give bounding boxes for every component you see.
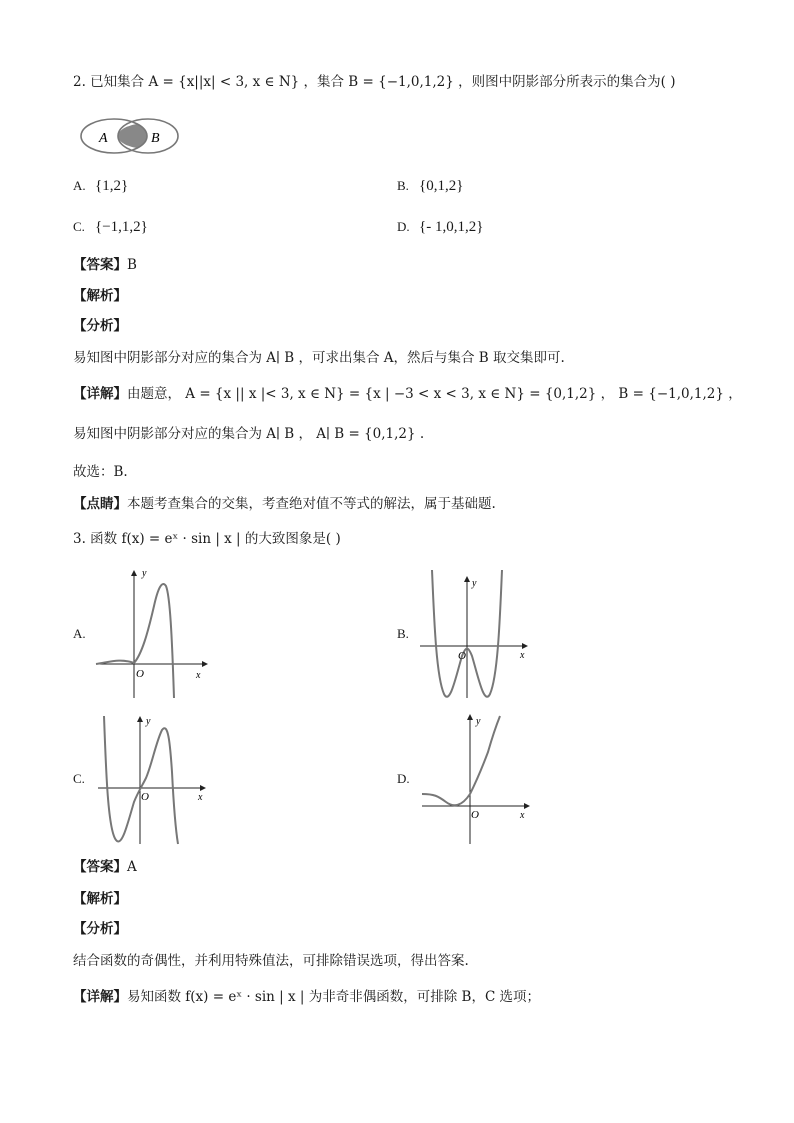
graph-c-origin: O (141, 791, 149, 803)
graph-c-x-label: x (198, 792, 203, 803)
q2-option-c: C. {−1,1,2} (73, 219, 148, 235)
q2-option-b: B. {0,1,2} (397, 178, 464, 194)
q2-fenxi-text: 易知图中阴影部分对应的集合为 A∣ B ，可求出集合 A，然后与集合 B 取交集即可. (73, 350, 565, 366)
graph-b (412, 566, 537, 701)
graph-a-y-label: y (142, 568, 147, 579)
q2-conclusion: 故选：B. (73, 464, 128, 480)
graph-b-y-label: y (472, 578, 477, 589)
graph-a-origin: O (136, 668, 144, 680)
graph-d-y-arrow (467, 714, 473, 720)
graph-d-y-label: y (476, 716, 481, 727)
graph-d-curve (422, 716, 500, 805)
q2-option-d: D. {- 1,0,1,2} (397, 219, 484, 235)
graph-c-y-arrow (137, 716, 143, 722)
graph-d-x-label: x (520, 810, 525, 821)
q3-stem: 3. 函数 f(x) = eˣ · sin | x | 的大致图象是( ) (73, 531, 341, 547)
graph-c-label: C. (73, 771, 85, 786)
graph-a-label: A. (73, 626, 86, 641)
graph-a-curve (96, 584, 174, 698)
graph-b-x-arrow (522, 643, 528, 649)
graph-c-curve (104, 716, 178, 844)
graph-a-x-label: x (196, 670, 201, 681)
venn-diagram (78, 112, 188, 162)
q2-detail-1: 【详解】由题意， A = {x || x |< 3, x ∈ N} = {x | −3 < x < 3, x ∈ N} = {0,1,2} ， B = {−1,0,1,2} ， (73, 386, 742, 402)
graph-d (420, 712, 545, 847)
q3-detail-1: 【详解】易知函数 f(x) = eˣ · sin | x | 为非奇非偶函数，可排除 B，C 选项； (73, 989, 541, 1005)
graph-a-x-arrow (202, 661, 208, 667)
venn-intersection-shade (118, 123, 178, 149)
graph-d-x-arrow (524, 803, 530, 809)
graph-c (90, 712, 220, 847)
q2-fenxi-heading: 【分析】 (73, 318, 127, 334)
graph-a-y-arrow (131, 570, 137, 576)
graph-d-origin: O (471, 809, 479, 821)
q3-analysis-heading: 【解析】 (73, 891, 127, 907)
q2-answer: 【答案】B (73, 257, 137, 273)
graph-b-y-arrow (464, 576, 470, 582)
graph-b-label: B. (397, 626, 409, 641)
q2-comment: 【点睛】本题考查集合的交集，考查绝对值不等式的解法，属于基础题. (73, 496, 496, 512)
graph-b-x-label: x (520, 650, 525, 661)
venn-label-b: B (151, 131, 160, 146)
graph-d-label: D. (397, 771, 410, 786)
q2-analysis-heading: 【解析】 (73, 288, 127, 304)
graph-c-y-label: y (146, 716, 151, 727)
graph-a (90, 566, 220, 701)
q2-stem: 2. 已知集合 A = {x||x| < 3, x ∈ N} ，集合 B = {−1,0,1,2} ，则图中阴影部分所表示的集合为( ) (73, 74, 676, 90)
q3-fenxi-text: 结合函数的奇偶性，并利用特殊值法，可排除错误选项，得出答案. (73, 953, 469, 969)
graph-b-origin: O (458, 650, 466, 662)
graph-c-x-arrow (200, 785, 206, 791)
q2-detail-2: 易知图中阴影部分对应的集合为 A∣ B ， A∣ B = {0,1,2} . (73, 426, 425, 442)
q2-option-a: A. {1,2} (73, 178, 129, 194)
venn-label-a: A (99, 131, 108, 146)
q3-fenxi-heading: 【分析】 (73, 921, 127, 937)
q3-answer: 【答案】A (73, 859, 137, 875)
